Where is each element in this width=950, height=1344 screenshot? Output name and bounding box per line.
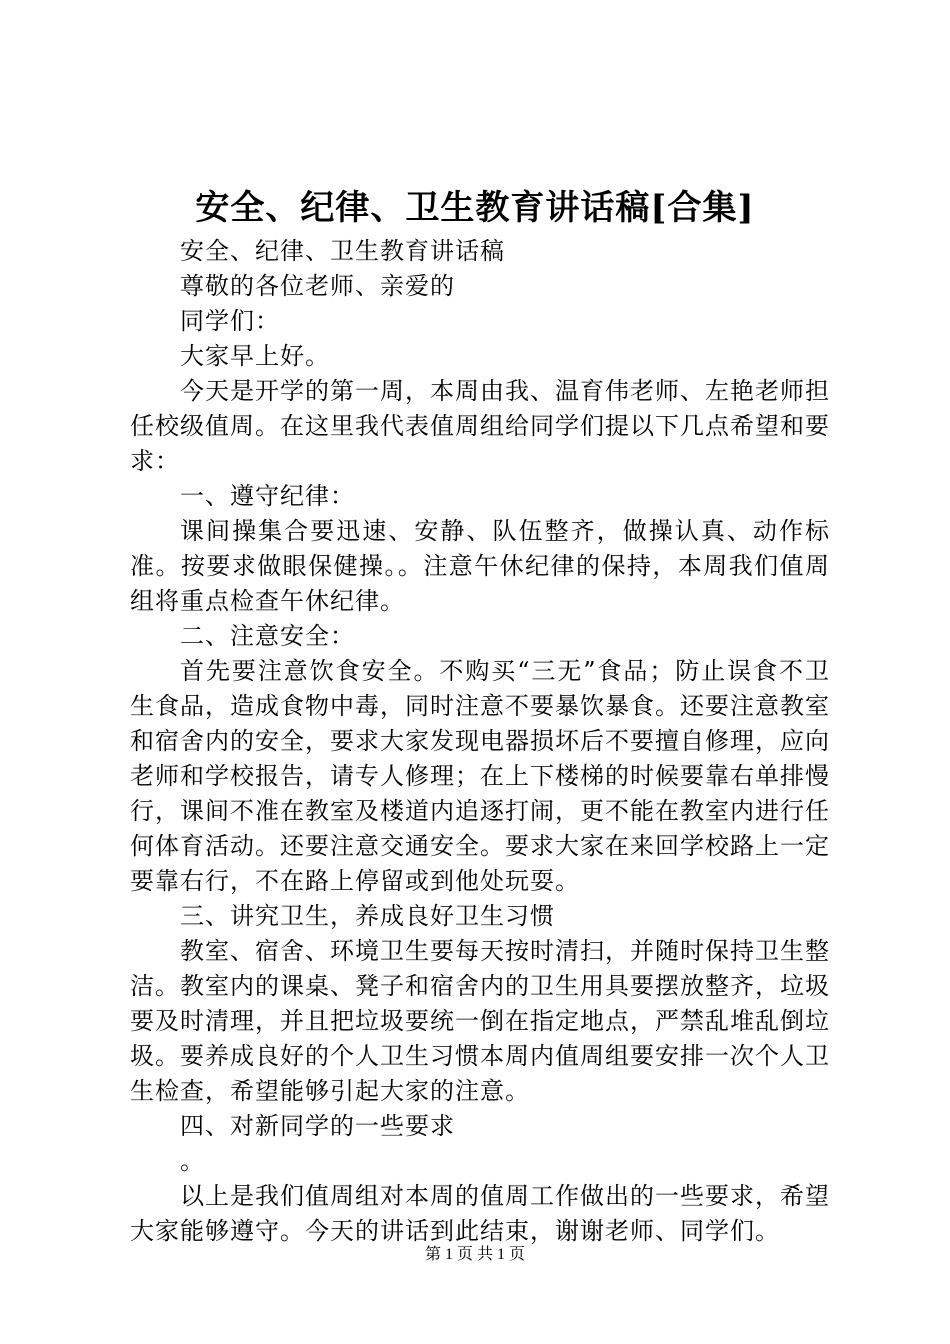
paragraph: 同学们： [180, 307, 280, 335]
document-title: 安全、纪律、卫生教育讲话稿[合集] [195, 188, 755, 228]
paragraph: 教室、宿舍、环境卫生要每天按时清扫，并随时保持卫生整洁。教室内的课桌、凳子和宿舍内的卫生用具要摆放整齐，垃圾要及时清理，并且把垃圾要统一倒在指定地点，严禁乱堆乱倒垃圾。要养成良好的个人卫生习惯本周内值周组要安排一次个人卫生检查，希望能够引起大家的注意。 [130, 937, 830, 1105]
section-heading: 四、对新同学的一些要求 [180, 1112, 455, 1140]
document-body [130, 234, 830, 1249]
paragraph: 大家早上好。 [180, 342, 330, 370]
paragraph: 今天是开学的第一周，本周由我、温育伟老师、左艳老师担任校级值周。在这里我代表值周组给同学们提以下几点希望和要求： [130, 377, 830, 475]
paragraph: 以上是我们值周组对本周的值周工作做出的一些要求，希望大家能够遵守。今天的讲话到此结束，谢谢老师、同学们。 [130, 1182, 830, 1245]
paragraph: 首先要注意饮食安全。不购买“三无”食品；防止误食不卫生食品，造成食物中毒，同时注意不要暴饮暴食。还要注意教室和宿舍内的安全，要求大家发现电器损坏后不要擅自修理，应向老师和学校报告，请专人修理；在上下楼梯的时候要靠右单排慢行，课间不准在教室及楼道内追逐打闹，更不能在教室内进行任何体育活动。还要注意交通安全。要求大家在来回学校路上一定要靠右行，不在路上停留或到他处玩耍。 [130, 657, 830, 895]
paragraph: 。 [180, 1147, 205, 1175]
page-footer: 第 1 页 共 1 页 [424, 1246, 525, 1263]
paragraph: 课间操集合要迅速、安静、队伍整齐，做操认真、动作标准。按要求做眼保健操。。注意午休纪律的保持，本周我们值周组将重点检查午休纪律。 [130, 517, 830, 615]
paragraph: 尊敬的各位老师、亲爱的 [180, 272, 455, 300]
paragraph: 安全、纪律、卫生教育讲话稿 [180, 237, 505, 265]
section-heading: 一、遵守纪律： [180, 482, 355, 510]
section-heading: 二、注意安全： [180, 622, 355, 650]
section-heading: 三、讲究卫生，养成良好卫生习惯 [180, 902, 555, 930]
